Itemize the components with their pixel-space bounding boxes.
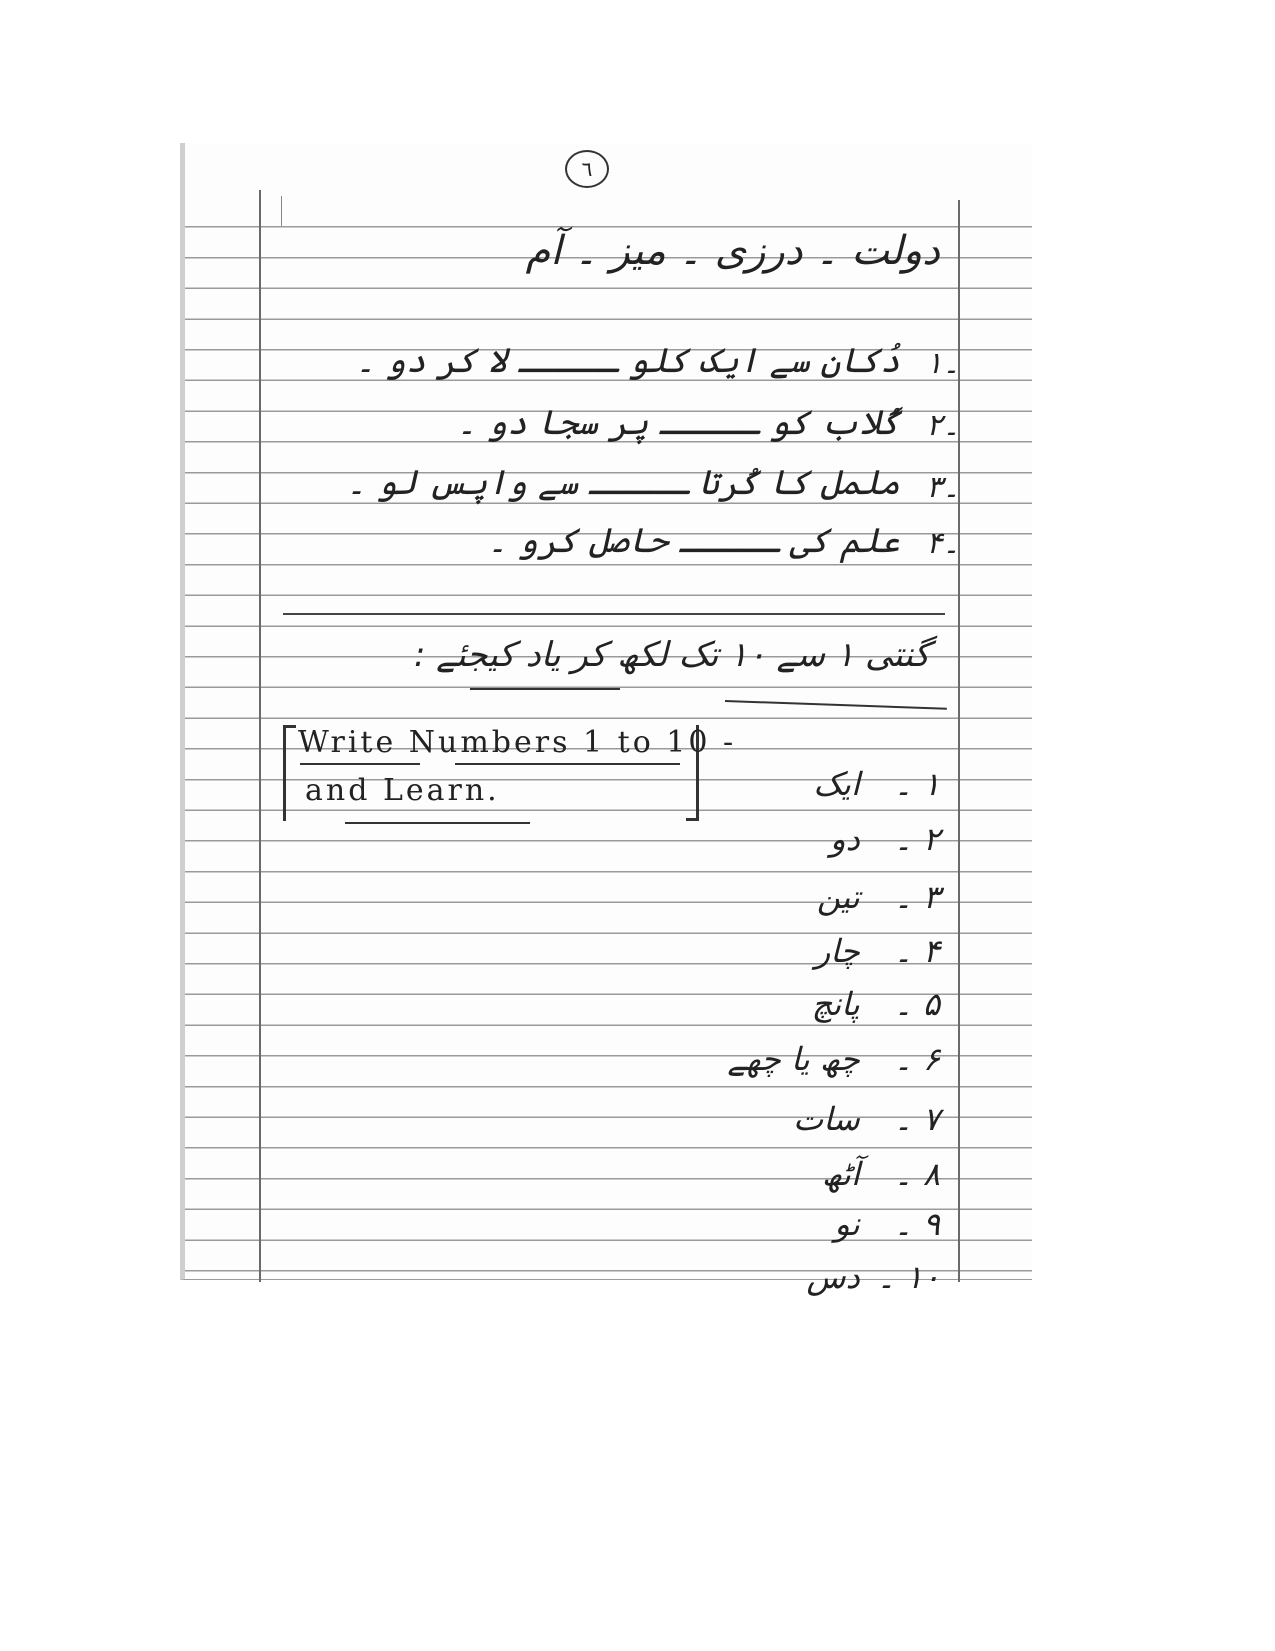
english-underline (300, 763, 420, 765)
number-digit: ۷ ۔ (893, 1100, 940, 1138)
number-word: ایک (813, 765, 860, 803)
number-row-4 (700, 932, 940, 970)
number-row-1 (700, 765, 940, 803)
counting-heading: گنتی ۱ سے ۱۰ تک لکھ کر یاد کیجئے : (414, 635, 930, 675)
number-word: تین (816, 878, 860, 916)
number-row-10 (700, 1258, 940, 1296)
sentence-2: گُلاب کو ـــــ پر سجا دو ۔ (456, 403, 900, 443)
number-digit: ۱۰ ۔ (876, 1258, 940, 1296)
number-digit: ۳ ۔ (893, 878, 940, 916)
number-row-8 (700, 1155, 940, 1193)
number-row-9 (700, 1205, 940, 1243)
number-word: پانچ (811, 985, 860, 1023)
number-word: دس (806, 1258, 860, 1296)
number-digit: ۱ ۔ (893, 765, 940, 803)
sentence-3-number: ۔۳ (926, 470, 960, 505)
section-divider (283, 613, 945, 615)
english-underline (455, 763, 680, 765)
sentence-4-number: ۔۴ (926, 526, 960, 561)
number-row-5 (700, 985, 940, 1023)
sentence-1-number: ۔۱ (926, 346, 960, 381)
number-row-3 (700, 878, 940, 916)
number-digit: ۲ ۔ (893, 820, 940, 858)
english-underline (345, 822, 530, 824)
number-digit: ۶ ۔ (893, 1040, 940, 1078)
number-word: آٹھ (821, 1155, 860, 1193)
heading-underline (470, 688, 620, 690)
sentence-4: علم کی ـــــ حاصل کرو ۔ (487, 521, 900, 561)
number-digit: ۴ ۔ (893, 932, 940, 970)
margin-tick (281, 196, 282, 226)
number-word: سات (793, 1100, 860, 1138)
number-word: دو (830, 820, 860, 858)
page-number: ٦ (565, 150, 609, 188)
number-row-2 (700, 820, 940, 858)
number-word: چھ یا چھے (727, 1040, 860, 1078)
number-digit: ۵ ۔ (893, 985, 940, 1023)
sentence-3: ململ کا کُرتا ـــــ سے واپس لو ۔ (346, 463, 900, 503)
number-row-7 (700, 1100, 940, 1138)
english-note-line1: Write Numbers 1 to 10 - (298, 725, 737, 760)
sentence-2-number: ۔۲ (926, 408, 960, 443)
left-margin-line (259, 190, 261, 1282)
number-digit: ۹ ۔ (893, 1205, 940, 1243)
sentence-1: دُکان سے ایک کلو ـــــ لا کر دو ۔ (355, 341, 900, 381)
vocabulary-words: دولت ۔ درزی ۔ میز ۔ آم (525, 228, 940, 274)
number-row-6 (700, 1040, 940, 1078)
number-word: چار (814, 932, 860, 970)
english-note-line2: and Learn. (305, 773, 500, 808)
number-digit: ۸ ۔ (893, 1155, 940, 1193)
number-word: نو (834, 1205, 860, 1243)
